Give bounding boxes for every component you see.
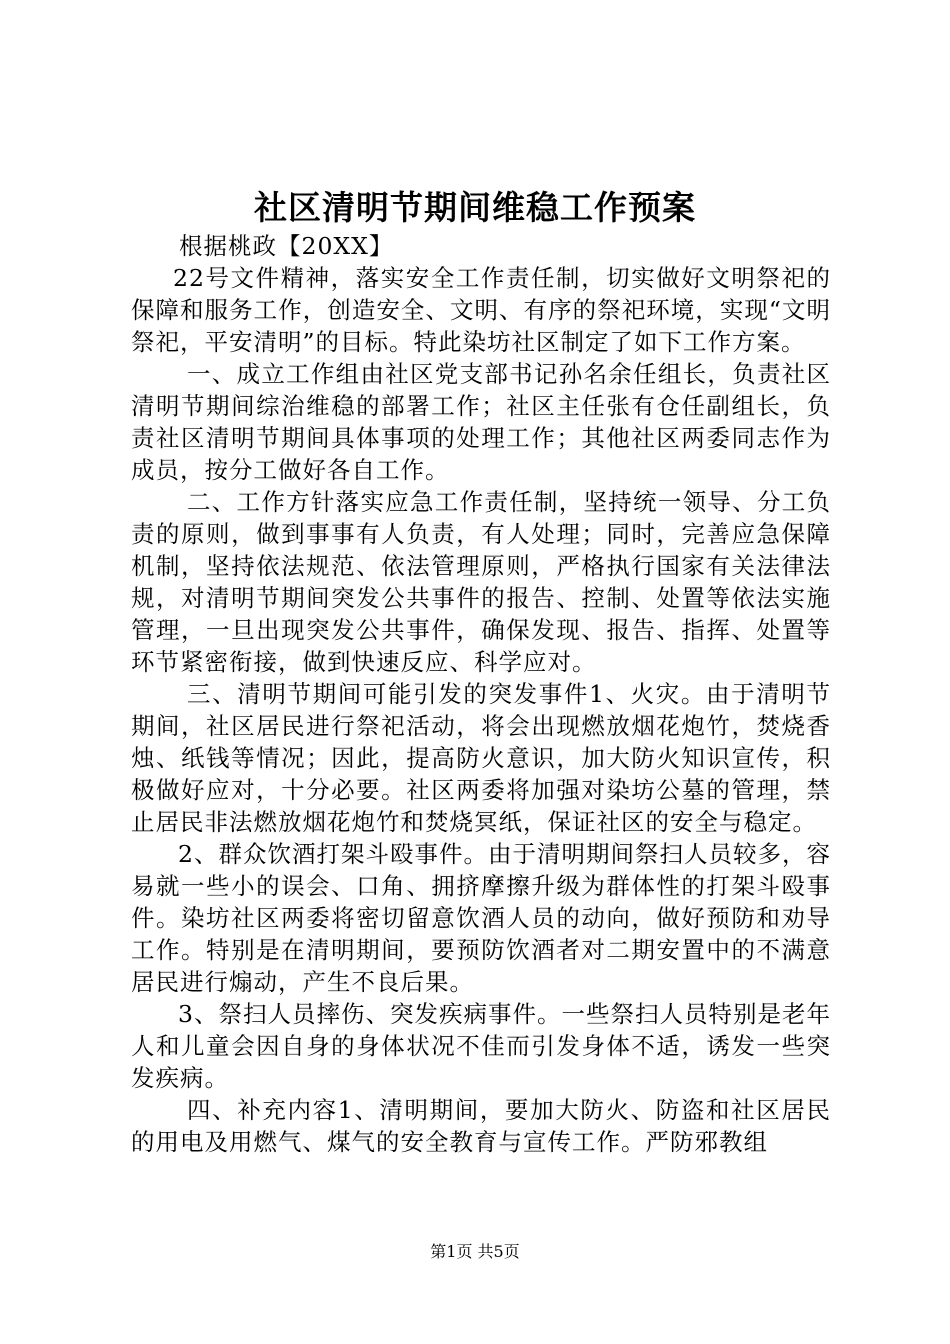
page-number: 第1页 共5页 xyxy=(430,1242,520,1261)
paragraph-reference: 根据桃政【20XX】 xyxy=(179,232,394,260)
paragraph-section-3: 三、清明节期间可能引发的突发事件1、火灾。由于清明节期间，社区居民进行祭祀活动，将会出现燃放烟花炮竹，焚烧香烛、纸钱等情况；因此，提高防火意识，加大防火知识宣传，积极做好应对，十分必要。社区两委将加强对染坊公墓的管理，禁止居民非法燃放烟花炮竹和焚烧冥纸，保证社区的安全与稳定。 xyxy=(131,680,831,836)
paragraph-item-2: 2、群众饮酒打架斗殴事件。由于清明期间祭扫人员较多，容易就一些小的误会、口角、拥挤摩擦升级为群体性的打架斗殴事件。染坊社区两委将密切留意饮酒人员的动向，做好预防和劝导工作。特别是在清明期间，要预防饮酒者对二期安置中的不满意居民进行煽动，产生不良后果。 xyxy=(131,840,831,996)
document-title: 社区清明节期间维稳工作预案 xyxy=(254,188,696,227)
paragraph-section-2: 二、工作方针落实应急工作责任制，坚持统一领导、分工负责的原则，做到事事有人负责，有人处理；同时，完善应急保障机制，坚持依法规范、依法管理原则，严格执行国家有关法律法规，对清明节期间突发公共事件的报告、控制、处置等依法实施管理，一旦出现突发公共事件，确保发现、报告、指挥、处置等环节紧密衔接，做到快速反应、科学应对。 xyxy=(131,488,831,676)
document-body xyxy=(131,230,831,1158)
paragraph-item-3: 3、祭扫人员摔伤、突发疾病事件。一些祭扫人员特别是老年人和儿童会因自身的身体状况不佳而引发身体不适，诱发一些突发疾病。 xyxy=(131,1000,831,1092)
paragraph-intro: 22号文件精神，落实安全工作责任制，切实做好文明祭祀的保障和服务工作，创造安全、文明、有序的祭祀环境，实现“文明祭祀，平安清明”的目标。特此染坊社区制定了如下工作方案。 xyxy=(131,264,831,356)
paragraph-section-4: 四、补充内容1、清明期间，要加大防火、防盗和社区居民的用电及用燃气、煤气的安全教育与宣传工作。严防邪教组 xyxy=(131,1096,831,1156)
paragraph-section-1: 一、成立工作组由社区党支部书记孙名余任组长，负责社区清明节期间综治维稳的部署工作；社区主任张有仓任副组长，负责社区清明节期间具体事项的处理工作；其他社区两委同志作为成员，按分工做好各自工作。 xyxy=(131,360,831,484)
